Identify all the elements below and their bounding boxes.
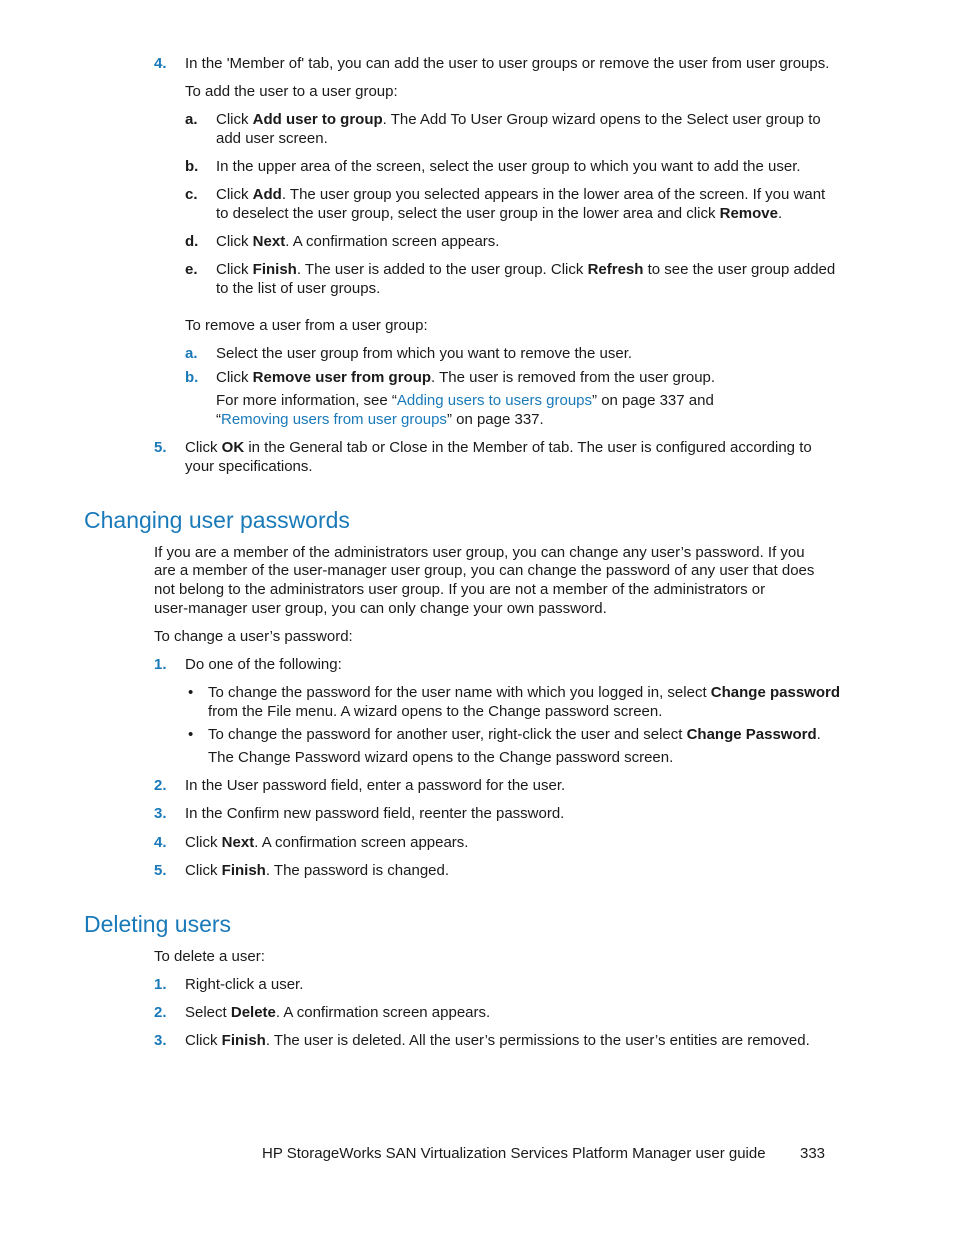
step-number: 5. (154, 862, 167, 879)
substep-letter: a. (185, 111, 198, 128)
substep-letter: a. (185, 345, 198, 362)
removing-users-link[interactable]: Removing users from user groups (221, 411, 447, 428)
bullet-text-continued: from the File menu. A wizard opens to the Change password screen. (208, 703, 663, 720)
section-heading: Deleting users (84, 911, 232, 937)
bullet: • (188, 684, 194, 701)
step-number: 1. (154, 976, 167, 993)
more-info-line: For more information, see “Adding users to users groups” on page 337 and (216, 392, 714, 409)
substep-letter: c. (185, 186, 198, 203)
substep-text-continued: add user screen. (216, 130, 328, 147)
substep-text: Click Finish. The user is added to the user group. Click Refresh to see the user group added (216, 261, 836, 278)
step-number: 5. (154, 439, 167, 456)
substep-letter: b. (185, 158, 199, 175)
step-number: 4. (154, 55, 167, 72)
substep-text-continued: to deselect the user group, select the user group in the lower area and click Remove. (216, 205, 783, 222)
step-text: In the 'Member of' tab, you can add the user to user groups or remove the user from user groups. (185, 55, 830, 72)
bullet-text: To change the password for the user name with which you logged in, select Change password (208, 684, 840, 701)
substep-letter: e. (185, 261, 198, 278)
bullet-text: To change the password for another user, right-click the user and select Change Password. (208, 726, 821, 743)
footer-title: HP StorageWorks SAN Virtualization Services Platform Manager user guide (262, 1145, 766, 1162)
section-heading: Changing user passwords (84, 507, 350, 533)
step-number: 4. (154, 834, 167, 851)
substep-text: Click Add user to group. The Add To User Group wizard opens to the Select user group to (216, 111, 821, 128)
substep-text: In the upper area of the screen, select the user group to which you want to add the user. (216, 158, 801, 175)
step-number: 1. (154, 656, 167, 673)
bullet: • (188, 726, 194, 743)
adding-users-link[interactable]: Adding users to users groups (396, 392, 593, 409)
step-number: 3. (154, 805, 167, 822)
step-text-continued: your specifications. (185, 458, 313, 475)
step-number: 2. (154, 777, 167, 794)
bullet-text-continued: The Change Password wizard opens to the Change password screen. (208, 749, 674, 766)
substep-text: Click Add. The user group you selected appears in the lower area of the screen. If you want (216, 186, 826, 203)
remove-intro: To remove a user from a user group: (185, 317, 428, 334)
paragraph-line: If you are a member of the administrators user group, you can change any user’s password. If you (154, 544, 805, 561)
substep-letter: b. (185, 369, 199, 386)
paragraph-line: not belong to the administrators user group. If you are not a member of the administrators or (154, 581, 766, 598)
page-number: 333 (800, 1145, 826, 1162)
substep-letter: d. (185, 233, 199, 250)
step-text: In the Confirm new password field, reenter the password. (185, 805, 565, 822)
step-number: 2. (154, 1004, 167, 1021)
procedure-intro: To delete a user: (154, 948, 265, 965)
step-text: Click Finish. The password is changed. (185, 862, 450, 879)
step-text: Click Finish. The user is deleted. All the user’s permissions to the user’s entities are removed. (185, 1032, 810, 1049)
step-text: Right-click a user. (185, 976, 304, 993)
substep-text-continued: to the list of user groups. (216, 280, 381, 297)
substep-text: Click Next. A confirmation screen appears. (216, 233, 500, 250)
step-text: Do one of the following: (185, 656, 342, 673)
paragraph-line: user-manager user group, you can only change your own password. (154, 600, 607, 617)
step-text: In the User password field, enter a password for the user. (185, 777, 566, 794)
add-intro: To add the user to a user group: (185, 83, 398, 100)
substep-text: Click Remove user from group. The user is removed from the user group. (216, 369, 716, 386)
substep-text: Select the user group from which you want to remove the user. (216, 345, 633, 362)
step-text: Select Delete. A confirmation screen appears. (185, 1004, 491, 1021)
procedure-intro: To change a user’s password: (154, 628, 353, 645)
step-text: Click OK in the General tab or Close in the Member of tab. The user is configured according to (185, 439, 812, 456)
paragraph-line: are a member of the user-manager user group, you can change the password of any user that does (154, 562, 815, 579)
more-info-line: “Removing users from user groups” on page 337. (216, 411, 544, 428)
step-number: 3. (154, 1032, 167, 1049)
step-text: Click Next. A confirmation screen appears. (185, 834, 469, 851)
